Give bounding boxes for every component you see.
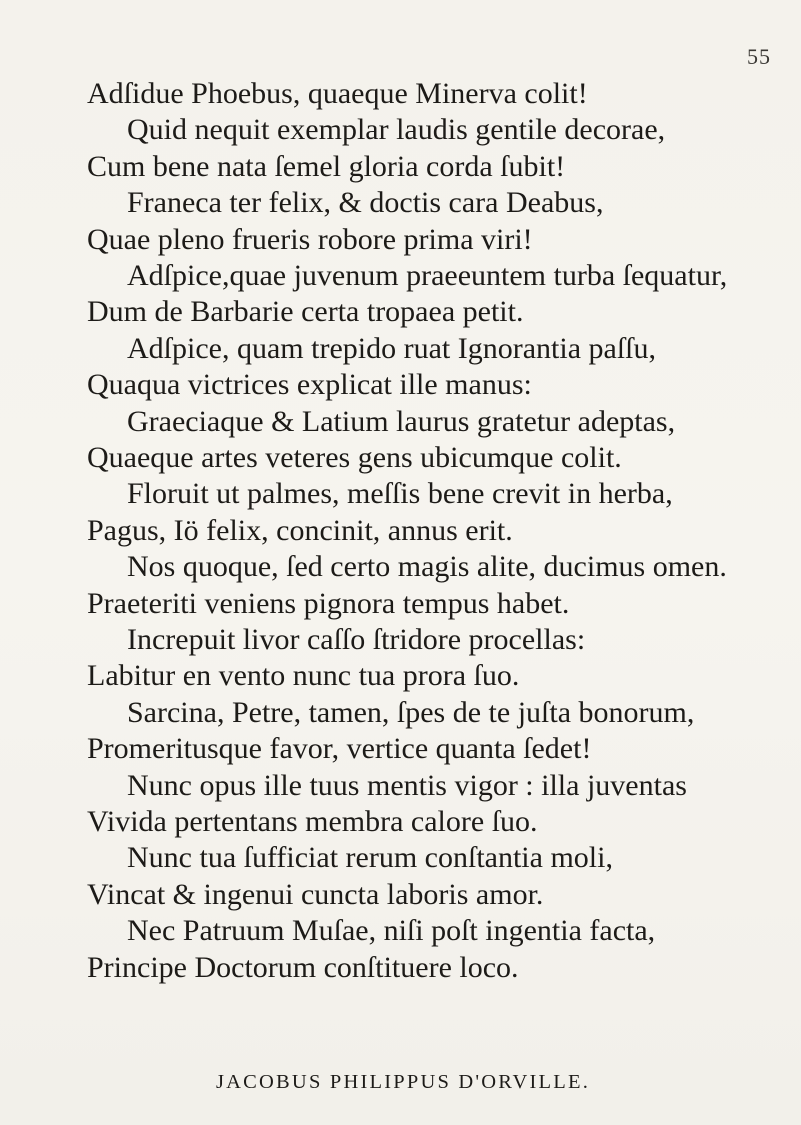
poem-line-1: Adſidue Phoebus, quaeque Minerva colit! (87, 77, 588, 110)
poem-line-14: Nos quoque, ſed certo magis alite, ducimus omen. (127, 550, 727, 584)
poem-line-20: Nunc opus ille tuus mentis vigor : illa juventas (127, 768, 687, 802)
poem-line-7: Dum de Barbarie certa tropaea petit. (87, 295, 524, 329)
poem-line-25: Principe Doctorum conſtituere loco. (87, 950, 519, 984)
poem-line-21: Vivida pertentans membra calore ſuo. (87, 805, 538, 838)
poem-line-5: Quae pleno frueris robore prima viri! (87, 222, 533, 256)
poem-line-18: Sarcina, Petre, tamen, ſpes de te juſta bonorum, (127, 695, 695, 729)
poem-line-6: Adſpice,quae juvenum praeeuntem turba ſequatur, (127, 259, 728, 292)
poem-line-22: Nunc tua ſufficiat rerum conſtantia moli, (127, 841, 613, 875)
poem-line-12: Floruit ut palmes, meſſis bene crevit in herba, (127, 477, 673, 511)
poem-line-16: Increpuit livor caſſo ſtridore procellas: (127, 623, 586, 656)
page-number: 55 (747, 44, 771, 69)
poem-line-15: Praeteriti veniens pignora tempus habet. (87, 586, 570, 620)
poem-line-10: Graeciaque & Latium laurus gratetur adeptas, (127, 404, 676, 438)
poem-line-17: Labitur en vento nunc tua prora ſuo. (87, 659, 520, 693)
poem-line-3: Cum bene nata ſemel gloria corda ſubit! (87, 149, 566, 183)
poem-line-23: Vincat & ingenui cuncta laboris amor. (87, 877, 544, 911)
poem-line-4: Franeca ter felix, & doctis cara Deabus, (127, 186, 604, 220)
poem-line-13: Pagus, Iö felix, concinit, annus erit. (87, 513, 513, 547)
poem-line-24: Nec Patruum Muſae, niſi poſt ingentia facta, (127, 914, 656, 948)
poem-line-11: Quaeque artes veteres gens ubicumque colit. (87, 441, 622, 474)
poem-line-19: Promeritusque favor, vertice quanta ſedet! (87, 732, 592, 766)
author-signature: JACOBUS PHILIPPUS D'ORVILLE. (216, 1071, 591, 1093)
poem-line-8: Adſpice, quam trepido ruat Ignorantia paſſu, (127, 331, 656, 365)
poem-line-2: Quid nequit exemplar laudis gentile decorae, (127, 113, 666, 147)
poem-line-9: Quaqua victrices explicat ille manus: (87, 368, 532, 402)
